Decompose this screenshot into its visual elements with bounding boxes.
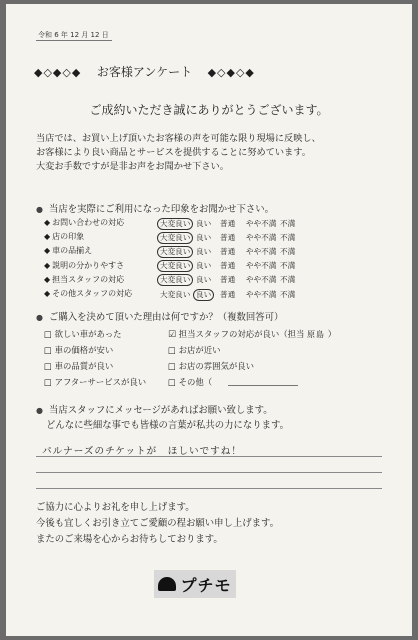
rating-option[interactable]: 良い	[196, 232, 212, 242]
rating-row-text: 説明の分かりやすさ	[52, 260, 125, 270]
rating-row-label	[44, 231, 84, 242]
q3-heading	[36, 402, 273, 416]
rating-row-text: 担当スタッフの対応	[52, 274, 125, 284]
diamond-bullet-icon: ◆	[44, 289, 51, 298]
diamond-bullet-icon: ◆	[44, 232, 51, 242]
reason-left-1[interactable]: □ 車の価格が安い	[44, 345, 114, 355]
intro-line: 大変お手数ですが是非お声をお聞かせ下さい。	[36, 161, 229, 172]
intro-line: 当店では、お買い上げ頂いたお客様の声を可能な限り現場に反映し、	[36, 133, 321, 144]
rating-option[interactable]: やや不満	[246, 261, 277, 271]
q3-bullet: ●	[36, 406, 43, 415]
diamond-bullet-icon: ◆	[44, 260, 51, 270]
rating-option[interactable]: 普通	[220, 232, 236, 242]
closing-line: ご協力に心よりお礼を申し上げます。	[36, 502, 195, 513]
rating-row-label	[44, 288, 132, 299]
write-line	[36, 456, 382, 457]
q3-line-2: どんなに些細な事でも皆様の言葉が私共の力になります。	[46, 420, 290, 431]
date-underline	[36, 40, 112, 41]
q1-bullet: ●	[36, 205, 43, 214]
handwritten-message[interactable]: パルナーズのチケットが ほしいですね！	[42, 446, 242, 457]
checked-box-icon: ☑	[168, 330, 177, 340]
reason-staff-label: 担当スタッフの対応が良い（担当	[178, 329, 305, 339]
shop-logo	[154, 570, 236, 598]
closing-line: 今後も宜しくお引き立てご愛顧の程お願い申し上げます。	[36, 518, 280, 529]
rating-option-selected[interactable]: 大変良い	[157, 260, 193, 272]
rating-option-selected[interactable]: 大変良い	[157, 274, 193, 286]
reason-right-1[interactable]: □ お店が近い	[168, 345, 221, 355]
rating-option[interactable]: やや不満	[246, 232, 277, 242]
rating-option-selected[interactable]: 大変良い	[157, 246, 193, 258]
diamond-bullet-icon: ◆	[44, 218, 51, 227]
q2-heading	[36, 309, 283, 323]
rating-option[interactable]: やや不満	[246, 289, 277, 299]
rating-row-label	[44, 274, 124, 285]
date: 令和 6 年 12 月 12 日	[38, 31, 109, 39]
rating-option[interactable]: 良い	[196, 275, 212, 285]
rating-option[interactable]: 不満	[280, 261, 296, 271]
rating-row-label	[44, 217, 124, 228]
logo-text: プチモ	[180, 575, 232, 595]
closing-text	[36, 500, 279, 548]
rating-option[interactable]: 大変良い	[160, 289, 191, 299]
rating-option[interactable]: 普通	[220, 275, 236, 285]
rating-option[interactable]: 不満	[280, 218, 296, 228]
thanks-message: ご成約いただき誠にありがとうございます。	[89, 103, 329, 117]
title-row	[34, 63, 255, 80]
survey-sheet	[6, 4, 412, 636]
staff-name: 原島	[307, 330, 326, 339]
rating-row-label	[44, 245, 92, 256]
closing-line: またのご来場を心からお待ちしております。	[36, 534, 223, 545]
rating-option[interactable]: やや不満	[246, 275, 277, 285]
reason-left-0[interactable]: □ 欲しい車があった	[44, 329, 122, 339]
reason-left-2[interactable]: □ 車の品質が良い	[44, 361, 114, 371]
rating-row-text: お問い合わせの対応	[52, 218, 125, 227]
other-underline	[228, 385, 298, 386]
diamond-bullet-icon: ◆	[44, 246, 51, 256]
q1-text: 当店を実際にご利用になった印象をお聞かせ下さい。	[48, 204, 274, 215]
rating-option-selected[interactable]: 大変良い	[157, 232, 193, 244]
q3-line-1: 当店スタッフにメッセージがあればお願い致します。	[48, 405, 273, 416]
rating-option[interactable]: 普通	[220, 261, 236, 271]
rating-option[interactable]: 普通	[220, 246, 236, 256]
rating-option[interactable]: やや不満	[246, 246, 277, 256]
diamond-bullet-icon: ◆	[44, 274, 51, 284]
diamonds-left: ◆◇◆◇◆	[34, 66, 82, 79]
rating-option[interactable]: 普通	[220, 289, 236, 299]
rating-row-text: 店の印象	[52, 232, 85, 242]
q2-bullet: ●	[36, 313, 43, 322]
rating-option[interactable]: 良い	[196, 218, 212, 228]
reason-left-3[interactable]: □ アフターサービスが良い	[44, 377, 147, 387]
rating-option[interactable]: 普通	[220, 218, 236, 228]
diamonds-right: ◆◇◆◇◆	[207, 66, 255, 79]
close-paren: ）	[327, 329, 337, 339]
page-title: お客様アンケート	[96, 65, 193, 79]
reason-staff[interactable]	[168, 328, 336, 340]
q2-text: ご購入を決めて頂いた理由は何ですか？（複数回答可）	[48, 312, 284, 323]
write-line	[36, 488, 382, 489]
rating-option-selected[interactable]: 良い	[193, 289, 214, 301]
rating-option[interactable]: やや不満	[246, 218, 277, 228]
rating-row-text: 車の品揃え	[52, 246, 93, 256]
rating-row-label	[44, 260, 124, 271]
rating-option[interactable]: 良い	[196, 261, 212, 271]
rating-option[interactable]: 不満	[280, 275, 296, 285]
reason-right-3[interactable]: □ その他（	[168, 377, 213, 387]
rating-option[interactable]: 良い	[196, 246, 212, 256]
intro-line: お客様により良い商品とサービスを提供することに努めています。	[36, 147, 311, 158]
rating-option[interactable]: 不満	[280, 246, 296, 256]
intro-text	[36, 132, 321, 174]
q1-heading	[36, 201, 274, 215]
rating-option[interactable]: 不満	[280, 289, 296, 299]
rating-row-text: その他スタッフの対応	[52, 289, 133, 298]
rating-option-selected[interactable]: 大変良い	[157, 218, 193, 230]
write-line	[36, 472, 382, 473]
logo-mark-icon	[158, 577, 176, 591]
reason-right-2[interactable]: □ お店の雰囲気が良い	[168, 361, 254, 371]
rating-option[interactable]: 不満	[280, 232, 296, 242]
